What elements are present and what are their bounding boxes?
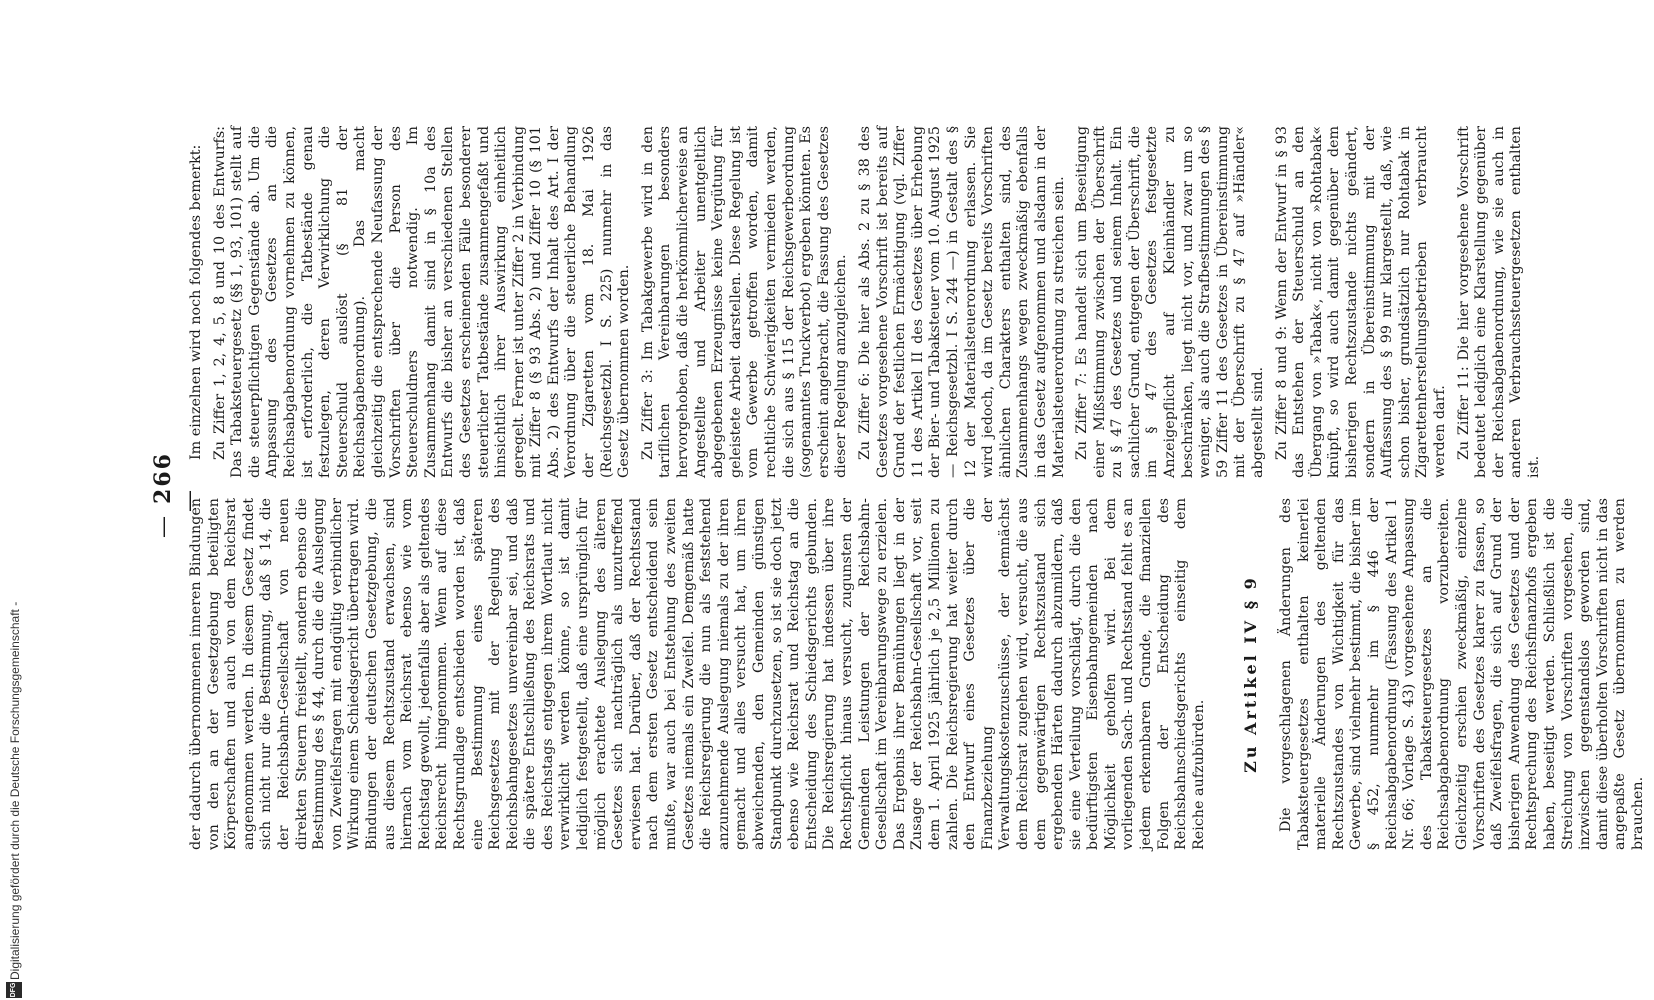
funding-note: Digitalisierung gefördert durch die Deutsche Forschungsgemeinschaft - xyxy=(8,601,22,980)
paragraph: Zu Ziffer 6: Die hier als Abs. 2 zu § 38 des Gesetzes vorgesehene Vorschrift ist bereits auf Grund der festlichen Ermächtigung (vgl. Ziffer 11 des Artikel II des Gesetzes über Erhebung der Bier- und Tabaksteuer vom 10. August 1925 — Reichsgesetzbl. I S. 244 —) in Gestalt des § 12 der Materialsteuerordnung erlassen. Sie wird jedoch, da im Gesetz bereits Vorschriften ähnlichen Charakters enthalten sind, des Zusammenhangs wegen zweckmäßig ebenfalls in das Gesetz aufgenommen und alsdann in der Materialsteuerordnung zu streichen sein. xyxy=(856,126,1067,478)
paragraph: Zu Ziffer 8 und 9: Wenn der Entwurf in § 93 das Entstehen der Steuerschuld an den Übergang von »Tabak«, nicht von »Rohtabak« knüpft, so wird auch damit gegenüber dem bisherigen Rechtszustande nichts geändert, sondern in Übereinstimmung mit der Auffassung des § 99 nur klargestellt, daß, wie schon bisher, grundsätzlich nur Rohtabak in Zigarettenherstellungsbetrieben verbraucht werden darf. xyxy=(1273,126,1448,478)
dfg-logo-icon: DFG xyxy=(6,982,22,998)
right-column xyxy=(188,126,1550,478)
paragraph: der dadurch übernommenen inneren Bindungen von den an der Gesetzgebung beteiligten Körperschaften und auch von dem Reichsrat angenommen werden. In diesem Gesetz findet sich nicht nur die Bestimmung, daß § 14, die der Reichsbahn-Gesellschaft von neuen direkten Steuern freistellt, sondern ebenso die Bestimmung des § 44, durch die die Auslegung von Zweifelsfragen mit endgültig verbindlicher Wirkung einem Schiedsgericht übertragen wird. Bindungen der deutschen Gesetzgebung, die aus diesem Rechtszustand erwachsen, sind hiernach vom Reichsrat ebenso wie vom Reichstag gewollt, jedenfalls aber als geltendes Reichsrecht hingenommen. Wenn auf diese Rechtsgrundlage entschieden worden ist, daß eine Bestimmung eines späteren Reichsgesetzes mit der Regelung des Reichsbahngesetzes unvereinbar sei, und daß die spätere Entschließung des Reichsrats und des Reichstags entgegen ihrem Wortlaut nicht verwirklicht werden könne, so ist damit lediglich festgestellt, daß eine ursprünglich für möglich erachtete Auslegung des älteren Gesetzes sich nachträglich als unzutreffend erwiesen hat. Darüber, daß der Rechtsstand nach dem ersten Gesetz entscheidend sein mußte, war auch bei Entstehung des zweiten Gesetzes niemals ein Zweifel. Demgemäß hatte die Reichsregierung die nun als feststehend anzunehmende Auslegung niemals zu der ihren gemacht und alles versucht hat, um ihren abweichenden, den Gemeinden günstigen Standpunkt durchzusetzen, so ist sie doch jetzt ebenso wie Reichsrat und Reichstag an die Entscheidung des Schiedsgerichts gebunden. Die Reichsregierung hat indessen über ihre Rechtspflicht hinaus versucht, zugunsten der Gemeinden Leistungen der Reichsbahn-Gesellschaft im Vereinbarungswege zu erzielen. Das Ergebnis ihrer Bemühungen liegt in der Zusage der Reichsbahn-Gesellschaft vor, seit dem 1. April 1925 jährlich je 2,5 Millionen zu zahlen. Die Reichsregierung hat weiter durch den Entwurf eines Gesetzes über die Finanzbeziehung der Verwaltungskostenzuschüsse, der demnächst dem Reichsrat zugehen wird, versucht, die aus dem gegenwärtigen Rechtszustand sich ergebenden Härten dadurch abzumildern, daß sie eine Verteilung vorschlägt, durch die den bedürftigsten Eisenbahngemeinden nach Möglichkeit geholfen wird. Bei dem vorliegenden Sach- und Rechtsstand fehlt es an jedem erkennbaren Grunde, die finanziellen Folgen der Entscheidung des Reichsbahnschiedsgerichts einseitig dem Reiche aufzubürden. xyxy=(188,498,1207,850)
paragraph: Zu Ziffer 3: Im Tabakgewerbe wird in den tariflichen Vereinbarungen besonders hervorgehoben, daß die herkömmlicherweise an Angestellte und Arbeiter unentgeltlich abgegebenen Erzeugnisse keine Vergütung für geleistete Arbeit darstellen. Diese Regelung ist vom Gewerbe getroffen worden, damit rechtliche Schwierigkeiten vermieden werden, die sich aus § 115 der Reichsgewerbeordnung (sogenanntes Truckverbot) ergeben könnten. Es erscheint angebracht, die Fassung des Gesetzes dieser Regelung anzugleichen. xyxy=(639,126,850,478)
paragraph: Zu Ziffer 11: Die hier vorgesehene Vorschrift bedeutet lediglich eine Klarstellung gegenüber der Reichsabgabenordnung, wie sie auch in anderen Verbrauchssteuergesetzen enthalten ist. xyxy=(1455,126,1542,478)
section-heading: Zu Artikel IV § 9 xyxy=(1241,575,1261,773)
left-column xyxy=(188,498,1654,850)
page-number: — 266 — xyxy=(150,446,202,554)
intro-paragraph: Im einzelnen wird noch folgendes bemerkt: xyxy=(188,144,204,460)
paragraph: Zu Ziffer 7: Es handelt sich um Beseitigung einer Mißstimmung zwischen der Überschrift zu § 47 des Gesetzes und seinem Inhalt. Ein sachlicher Grund, entgegen der Überschrift, die im § 47 des Gesetzes festgesetzte Anzeigepflicht auf Kleinhändler zu beschränken, liegt nicht vor, und zwar um so weniger, als auch die Strafbestimmungen des § 59 Ziffer 11 des Gesetzes in Übereinstimmung mit der Überschrift zu § 47 auf »Händler« abgestellt sind. xyxy=(1074,126,1267,478)
paragraph: Die vorgeschlagenen Änderungen des Tabaksteuergesetzes enthalten keinerlei materielle Änderungen des geltenden Rechtszustandes von Wichtigkeit für das Gewerbe, sind vielmehr bestimmt, die bisher im § 452, nummehr im § 446 der Reichsabgabenordnung (Fassung des Artikel 1 Nr. 66; Vorlage S. 43) vorgesehene Anpassung des Tabaksteuergesetzes an die Reichsabgabenordnung vorzubereiten. Gleichzeitig erschien zweckmäßig, einzelne Vorschriften des Gesetzes klarer zu fassen, so daß Zweifelsfragen, die sich auf Grund der bisherigen Anwendung des Gesetzes und der Rechtsprechung des Reichsfinanzhofs ergeben haben, beseitigt werden. Schließlich ist die Streichung von Vorschriften vorgesehen, die inzwischen gegenstandslos geworden sind, damit diese überholten Vorschriften nicht in das angepaßte Gesetz übernommen zu werden brauchen. xyxy=(1278,498,1646,850)
paragraph: Zu Ziffer 1, 2, 4, 5, 8 und 10 des Entwurfs: Das Tabaksteuergesetz (§§ 1, 93, 101) stellt auf die steuerpflichtigen Gegenstände ab. Um die Anpassung des Gesetzes an die Reichsabgabenordnung vornehmen zu können, ist erforderlich, die Tatbestände genau festzulegen, deren Verwirklichung die Steuerschuld auslöst (§ 81 der Reichsabgabenordnung). Das macht gleichzeitig die entsprechende Neufassung der Vorschriften über die Person des Steuerschuldners notwendig. Im Zusammenhang damit sind in § 10a des Entwurfs die bisher an verschiedenen Stellen des Gesetzes erscheinenden Fälle besonderer steuerlicher Tatbestände zusammengefaßt und hinsichtlich ihrer Auswirkung einheitlich geregelt. Ferner ist unter Ziffer 2 in Verbindung mit Ziffer 8 (§ 93 Abs. 2) und Ziffer 10 (§ 101 Abs. 2) des Entwurfs der Inhalt des Art. I der Verordnung über die steuerliche Behandlung der Zigaretten vom 18. Mai 1926 (Reichsgesetzbl. I S. 225) nunmehr in das Gesetz übernommen worden. xyxy=(211,126,633,478)
